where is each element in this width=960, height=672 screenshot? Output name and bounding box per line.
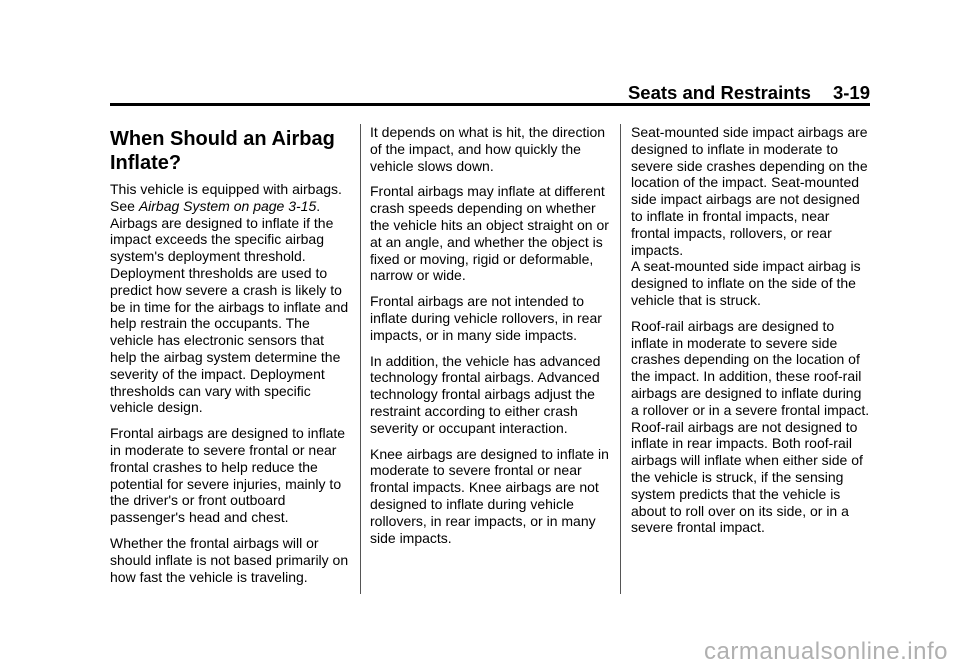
paragraph xyxy=(631,124,871,309)
column-2 xyxy=(370,124,614,555)
header-rule xyxy=(110,103,870,106)
running-header xyxy=(628,82,870,104)
paragraph: Frontal airbags are designed to inflate in moderate to severe frontal or near frontal crashes to help reduce the potential for severe injuries, mainly to the driver's or front outboard passenger's head and chest. xyxy=(110,425,346,526)
paragraph xyxy=(110,181,354,416)
cross-reference-link[interactable]: Airbag System on page 3-15 xyxy=(138,197,317,214)
column-1 xyxy=(110,124,354,594)
paragraph-lead: This vehicle is equipped with airbags. See xyxy=(110,181,342,214)
paragraph-rest: . Airbags are designed to inflate if the impact exceeds the specific airbag system's deployment threshold. Deployment thresholds are used to predict how severe a crash is likely to be in time for the airbags to inflate and help restrain the occupants. The vehicle has electronic sensors that help the airbag system determine the severity of the impact. Deployment thresholds can vary with specific vehicle design. xyxy=(110,197,349,416)
paragraph-part-b: A seat-mounted side impact airbag is designed to inflate on the side of the vehicle that is struck. xyxy=(631,258,861,308)
paragraph-part-a: Seat-mounted side impact airbags are designed to inflate in moderate to severe side crashes depending on the location of the impact. Seat-mounted side impact airbags are not designed to inflate in frontal impacts, near frontal impacts, rollovers, or rear impacts. xyxy=(631,124,868,258)
section-heading xyxy=(110,127,354,175)
column-divider xyxy=(620,124,621,594)
column-3 xyxy=(631,124,871,545)
heading-line-2: Inflate? xyxy=(110,152,182,174)
watermark-text: carmanualsonline.info xyxy=(704,638,948,665)
paragraph: Whether the frontal airbags will or should inflate is not based primarily on how fast the vehicle is traveling. xyxy=(110,534,349,585)
page-number: 3-19 xyxy=(832,82,870,103)
paragraph: It depends on what is hit, the direction of the impact, and how quickly the vehicle slows down. xyxy=(370,124,606,174)
paragraph: In addition, the vehicle has advanced technology frontal airbags. Advanced technology frontal airbags adjust the restraint according to either crash severity or occupant interaction. xyxy=(370,352,601,436)
paragraph: Frontal airbags may inflate at different crash speeds depending on whether the vehicle hits an object straight on or at an angle, and whether the object is fixed or moving, rigid or deformable, narrow or wide. xyxy=(370,183,609,284)
column-divider xyxy=(360,124,361,594)
paragraph: Knee airbags are designed to inflate in moderate to severe frontal or near frontal impacts. Knee airbags are not designed to inflate during vehicle rollovers, in rear impacts, or in many side impacts. xyxy=(370,445,609,546)
section-title: Seats and Restraints xyxy=(627,82,811,103)
heading-line-1: When Should an Airbag xyxy=(110,128,335,150)
paragraph: Frontal airbags are not intended to inflate during vehicle rollovers, in rear impacts, or in many side impacts. xyxy=(370,293,602,343)
paragraph: Roof-rail airbags are designed to inflate in moderate to severe side crashes depending on the location of the impact. In addition, these roof-rail airbags are designed to inflate during a rollover or in a severe frontal impact. Roof-rail airbags are not designed to inflate in rear impacts. Both roof-rail airbags will inflate when either side of the vehicle is struck, if the sensing system predicts that the vehicle is about to roll over on its side, or in a severe frontal impact. xyxy=(631,317,870,536)
